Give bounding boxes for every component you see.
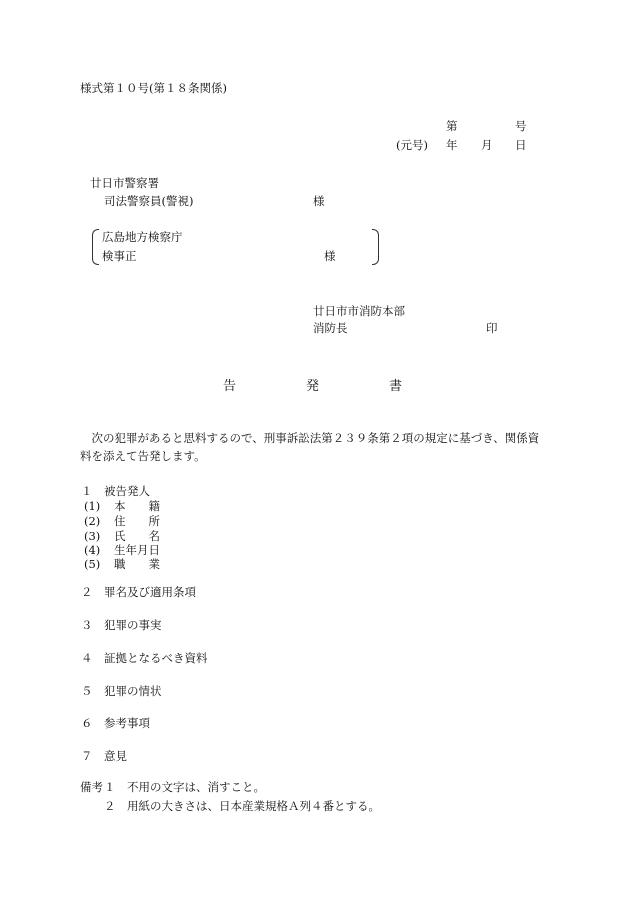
sender-seal: 印 <box>486 321 498 335</box>
note-text: 用紙の大きさは、日本産業規格Ａ列４番とする。 <box>127 799 380 813</box>
section-label: 罪名及び適用条項 <box>104 585 196 599</box>
addressee2-org: 広島地方検察庁 <box>102 230 183 244</box>
doc-title-char-1: 告 <box>223 379 237 394</box>
sender-title: 消防長 <box>313 321 348 335</box>
addressee1-title: 司法警察員(警視) <box>104 194 194 208</box>
section1-num: １ <box>81 484 93 498</box>
body-text-line-1: 次の犯罪があると思料するので、刑事訴訟法第２３９条第２項の規定に基づき、関係資 <box>80 431 540 445</box>
section1-item-num: (4) <box>84 543 101 557</box>
bracket-left <box>92 229 99 265</box>
addressee1-org: 廿日市警察署 <box>90 176 159 190</box>
section-num: ５ <box>81 684 93 698</box>
section1-item-label: 氏 名 <box>114 529 160 543</box>
note-num: ２ <box>104 799 116 813</box>
number-go: 号 <box>515 119 527 133</box>
date-era: (元号) <box>396 138 428 152</box>
section1-item-label: 本 籍 <box>114 499 160 513</box>
number-dai: 第 <box>446 119 458 133</box>
sender-org: 廿日市市消防本部 <box>313 304 405 318</box>
section-num: ４ <box>81 651 93 665</box>
section1-item-label: 職 業 <box>114 557 160 571</box>
form-label: 様式第１０号(第１８条関係) <box>80 81 227 95</box>
addressee2-title: 検事正 <box>102 249 137 263</box>
note-num: １ <box>104 780 116 794</box>
bracket-right <box>372 229 379 265</box>
section-label: 意見 <box>104 749 127 763</box>
addressee1-honorific: 様 <box>313 194 325 208</box>
body-text-line-2: 料を添えて告発します。 <box>80 449 206 463</box>
section1-item-num: (5) <box>84 557 101 571</box>
section-label: 参考事項 <box>104 716 150 730</box>
section1-label: 被告発人 <box>104 484 150 498</box>
section1-item-num: (3) <box>84 529 101 543</box>
section1-item-label: 住 所 <box>114 514 160 528</box>
section-label: 証拠となるべき資料 <box>104 651 208 665</box>
addressee2-honorific: 様 <box>324 249 336 263</box>
section-label: 犯罪の情状 <box>104 684 162 698</box>
date-month: 月 <box>481 138 493 152</box>
doc-title-char-3: 書 <box>389 379 403 394</box>
section-num: ３ <box>81 618 93 632</box>
section-label: 犯罪の事実 <box>104 618 162 632</box>
note-text: 不用の文字は、消すこと。 <box>127 780 265 794</box>
date-day: 日 <box>515 138 527 152</box>
section-num: ７ <box>81 749 93 763</box>
doc-title-char-2: 発 <box>306 379 320 394</box>
date-year: 年 <box>446 138 458 152</box>
section1-item-label: 生年月日 <box>114 543 160 557</box>
section1-item-num: (1) <box>84 499 101 513</box>
section-num: ２ <box>81 585 93 599</box>
section-num: ６ <box>81 716 93 730</box>
notes-label: 備考 <box>80 780 103 794</box>
section1-item-num: (2) <box>84 514 101 528</box>
